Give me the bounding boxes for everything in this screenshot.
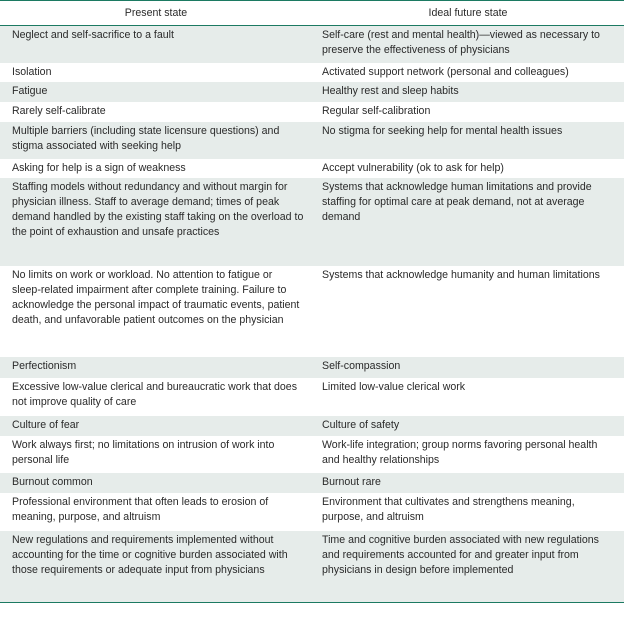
table-row <box>0 178 624 266</box>
table-row <box>0 493 624 531</box>
future-cell: Culture of safety <box>322 419 400 431</box>
table-row <box>0 357 624 378</box>
present-cell: Rarely self-calibrate <box>12 105 106 117</box>
future-cell: No stigma for seeking help for mental health issues <box>322 125 563 137</box>
future-cell: Burnout rare <box>322 476 381 488</box>
future-cell: Accept vulnerability (ok to ask for help) <box>322 162 504 174</box>
present-cell: Asking for help is a sign of weakness <box>12 162 186 174</box>
present-cell: Work always first; no limitations on intrusion of work into personal life <box>12 439 275 466</box>
future-state-header: Ideal future state <box>428 6 508 19</box>
future-cell: Activated support network (personal and colleagues) <box>322 66 569 78</box>
future-cell: Systems that acknowledge humanity and human limitations <box>322 269 600 281</box>
future-cell: Environment that cultivates and strengthens meaning, purpose, and altruism <box>322 496 575 523</box>
present-cell: Excessive low-value clerical and bureaucratic work that does not improve quality of care <box>12 381 297 408</box>
table-row <box>0 266 624 357</box>
future-cell: Systems that acknowledge human limitations and provide staffing for optimal care at peak demand, not at average demand <box>322 181 592 223</box>
table-row <box>0 436 624 473</box>
present-state-header: Present state <box>124 6 188 19</box>
table-row <box>0 416 624 436</box>
future-cell: Self-compassion <box>322 360 401 372</box>
future-cell: Limited low-value clerical work <box>322 381 466 393</box>
future-cell: Time and cognitive burden associated with new regulations and requirements accounted for and greater input from physicians in design before implemented <box>322 534 599 576</box>
table-row <box>0 102 624 122</box>
present-cell: Fatigue <box>12 85 48 97</box>
present-cell: Isolation <box>12 66 52 78</box>
present-cell: Professional environment that often leads to erosion of meaning, purpose, and altruism <box>12 496 269 523</box>
table-row <box>0 82 624 102</box>
present-cell: Staffing models without redundancy and without margin for physician illness. Staff to average demand; times of peak demand handled by the existing staff taking on the overload to the point of exhaustion and unsafe practices <box>12 181 304 238</box>
future-cell: Self-care (rest and mental health)—viewed as necessary to preserve the effectiveness of physicians <box>322 29 600 56</box>
table-row <box>0 159 624 178</box>
table-row <box>0 473 624 493</box>
table-row <box>0 26 624 63</box>
future-cell: Regular self-calibration <box>322 105 431 117</box>
table-row <box>0 63 624 82</box>
table-row <box>0 378 624 416</box>
present-cell: No limits on work or workload. No attention to fatigue or sleep-related impairment after complete training. Failure to acknowledge the personal impact of traumatic events, patient death, and unfavorable patient outcomes on the physician <box>12 269 300 326</box>
table-row <box>0 531 624 602</box>
present-cell: Multiple barriers (including state licensure questions) and stigma associated with seeking help <box>12 125 280 152</box>
future-cell: Healthy rest and sleep habits <box>322 85 459 97</box>
present-cell: New regulations and requirements implemented without accounting for the time or cognitive burden associated with those requirements or adequate input from physicians <box>12 534 288 576</box>
future-cell: Work-life integration; group norms favoring personal health and healthy relationships <box>322 439 598 466</box>
present-cell: Culture of fear <box>12 419 80 431</box>
present-cell: Neglect and self-sacrifice to a fault <box>12 29 174 41</box>
present-cell: Burnout common <box>12 476 93 488</box>
table-row <box>0 122 624 159</box>
present-cell: Perfectionism <box>12 360 77 372</box>
table-header <box>0 1 624 26</box>
